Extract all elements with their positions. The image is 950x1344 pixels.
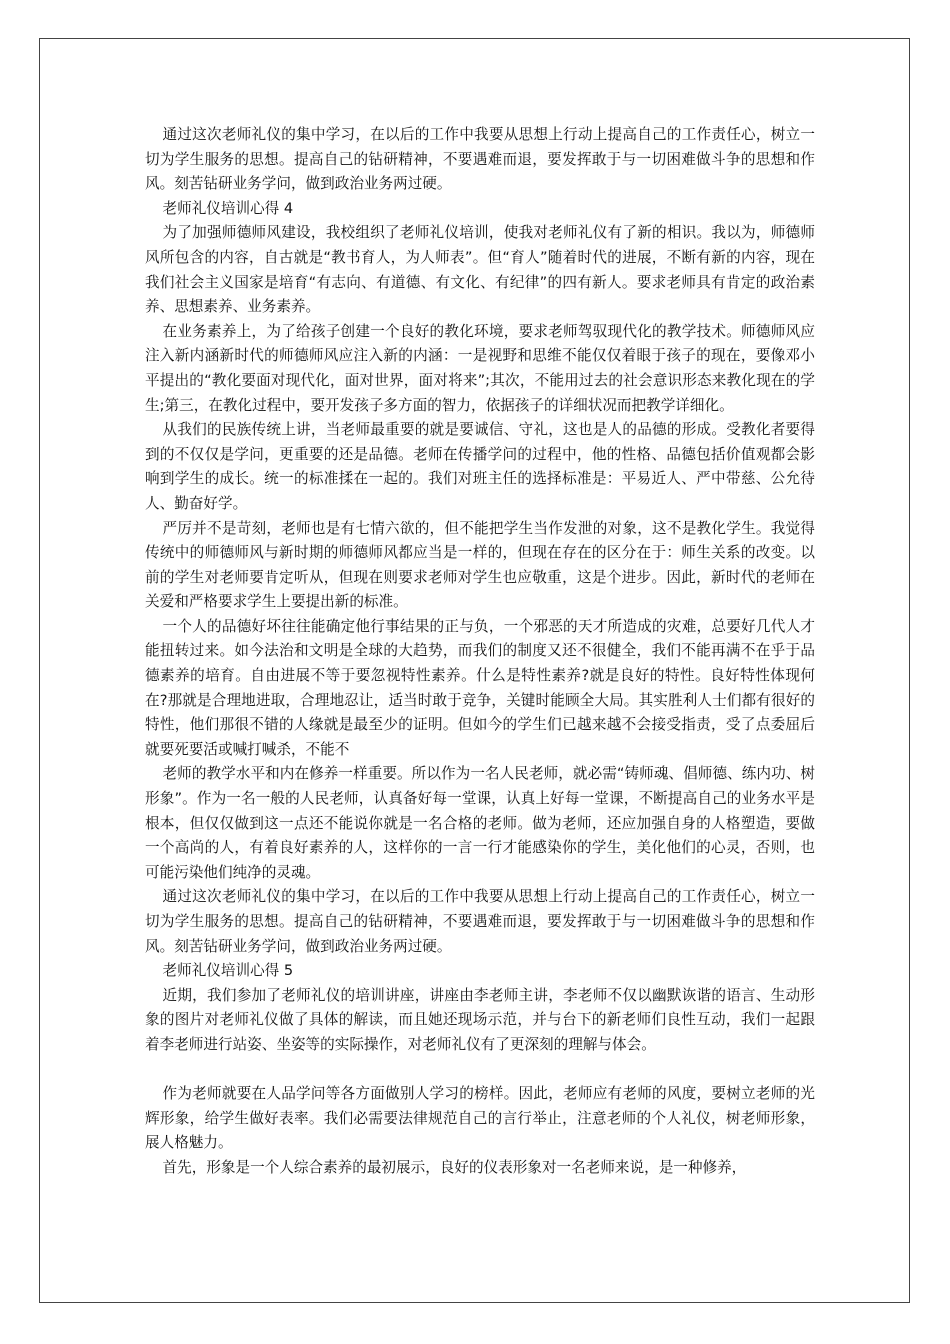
paragraph: 为了加强师德师风建设，我校组织了老师礼仪培训，使我对老师礼仪有了新的相识。我以为，师德师风所包含的内容，自古就是“教书育人，为人师表”。但“育人”随着时代的进展，不断有新的内容，现在我们社会主义国家是培育“有志向、有道德、有文化、有纪律”的四有新人。要求老师具有肯定的政治素养、思想素养、业务素养。 <box>145 224 815 316</box>
paragraph: 作为老师就要在人品学问等各方面做别人学习的榜样。因此，老师应有老师的风度，要树立老师的光辉形象，给学生做好表率。我们必需要法律规范自己的言行举止，注意老师的个人礼仪，树老师形象，展人格魅力。 <box>145 1085 815 1152</box>
paragraph: 老师的教学水平和内在修养一样重要。所以作为一名人民老师，就必需“铸师魂、倡师德、练内功、树形象”。作为一名一般的人民老师，认真备好每一堂课，认真上好每一堂课，不断提高自己的业务水平是根本，但仅仅做到这一点还不能说你就是一名合格的老师。做为老师，还应加强自身的人格塑造，要做一个高尚的人，有着良好素养的人，这样你的一言一行才能感染你的学生，美化他们的心灵，否则，也可能污染他们纯净的灵魂。 <box>145 765 815 881</box>
section-heading: 老师礼仪培训心得 4 <box>162 199 294 217</box>
paragraph: 通过这次老师礼仪的集中学习，在以后的工作中我要从思想上行动上提高自己的工作责任心，树立一切为学生服务的思想。提高自己的钻研精神，不要遇难而退，要发挥敢于与一切困难做斗争的思想和作风。刻苦钻研业务学问，做到政治业务两过硬。 <box>145 888 815 955</box>
paragraph: 首先，形象是一个人综合素养的最初展示，良好的仪表形象对一名老师来说，是一种修养， <box>162 1158 747 1176</box>
section-heading: 老师礼仪培训心得 5 <box>162 962 294 980</box>
paragraph: 从我们的民族传统上讲，当老师最重要的就是要诚信、守礼，这也是人的品德的形成。受教化者要得到的不仅仅是学问，更重要的还是品德。老师在传播学问的过程中，他的性格、品德包括价值观都会影响到学生的成长。统一的标准揉在一起的。我们对班主任的选择标准是：平易近人、严中带慈、公允待人、勤奋好学。 <box>145 421 815 512</box>
paragraph: 严厉并不是苛刻，老师也是有七情六欲的，但不能把学生当作发泄的对象，这不是教化学生。我觉得传统中的师德师风与新时期的师德师风都应当是一样的，但现在存在的区分在于：师生关系的改变。以前的学生对老师要肯定听从，但现在则要求老师对学生也应敬重，这是个进步。因此，新时代的老师在关爱和严格要求学生上要提出新的标准。 <box>145 519 815 611</box>
document-body <box>145 123 815 1181</box>
paragraph: 通过这次老师礼仪的集中学习，在以后的工作中我要从思想上行动上提高自己的工作责任心，树立一切为学生服务的思想。提高自己的钻研精神，不要遇难而退，要发挥敢于与一切困难做斗争的思想和作风。刻苦钻研业务学问，做到政治业务两过硬。 <box>145 126 815 193</box>
paragraph: 一个人的品德好坏往往能确定他行事结果的正与负，一个邪恶的天才所造成的灾难，总要好几代人才能扭转过来。如今法治和文明是全球的大趋势，而我们的制度又还不很健全，我们不能再满不在乎于品德素养的培育。自由进展不等于要忽视特性素养。什么是特性素养?就是良好的特性。良好特性体现何在?那就是合理地进取，合理地忍让，适当时敢于竞争，关键时能顾全大局。其实胜利人士们都有很好的特性，他们那很不错的人缘就是最至少的证明。但如今的学生们已越来越不会接受指责，受了点委屈后就要死要活或喊打喊杀，不能不 <box>145 617 815 758</box>
paragraph: 在业务素养上，为了给孩子创建一个良好的教化环境，要求老师驾驭现代化的教学技术。师德师风应注入新内涵新时代的师德师风应注入新的内涵：一是视野和思维不能仅仅着眼于孩子的现在，要像邓小平提出的“教化要面对现代化，面对世界，面对将来”;其次，不能用过去的社会意识形态来教化现在的学生;第三，在教化过程中，要开发孩子多方面的智力，依据孩子的详细状况而把教学详细化。 <box>145 322 815 414</box>
paragraph: 近期，我们参加了老师礼仪的培训讲座，讲座由李老师主讲，李老师不仅以幽默诙谐的语言、生动形象的图片对老师礼仪做了具体的解读，而且她还现场示范，并与台下的新老师们良性互动，我们一起跟着李老师进行站姿、坐姿等的实际操作，对老师礼仪有了更深刻的理解与体会。 <box>145 986 815 1053</box>
blank-line <box>145 1058 815 1083</box>
